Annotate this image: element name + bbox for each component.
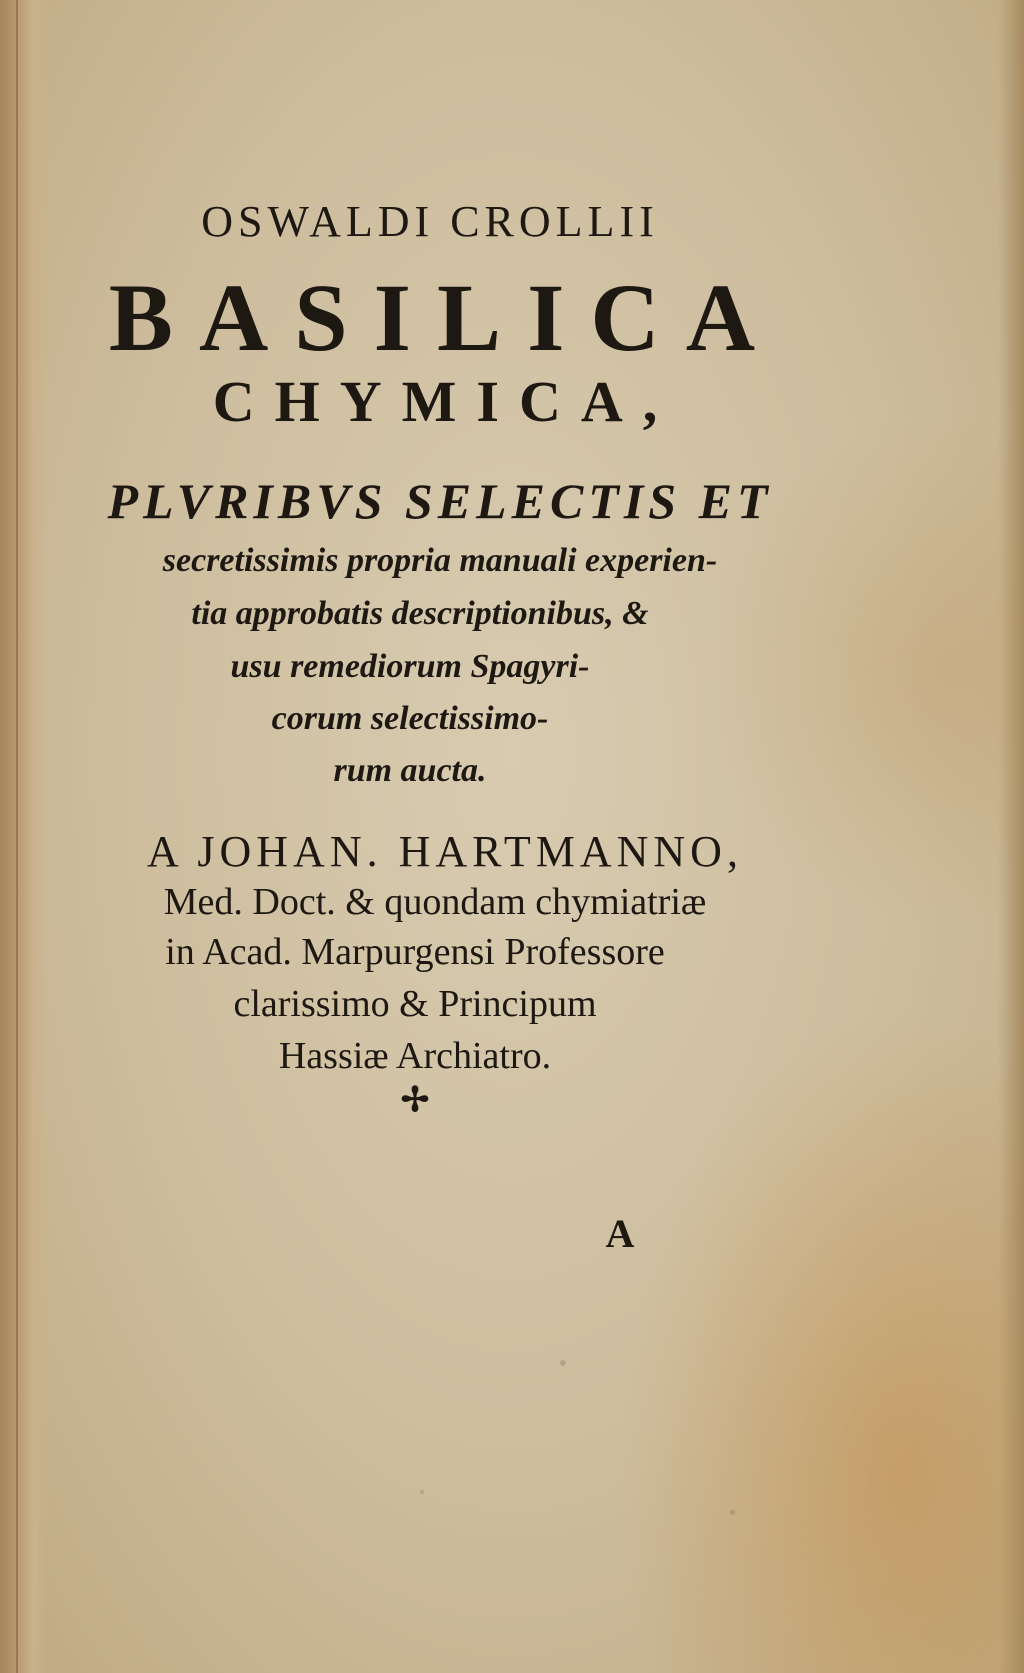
title-phrase: PLVRIBVS SELECTIS ET [107,473,773,529]
catchword: A [605,1211,635,1256]
italic-line: usu remediorum Spagyri- [230,648,590,685]
printer-ornament: ✢ [400,1082,430,1119]
editor-credential-line: Med. Doct. & quondam chymiatriæ [163,881,707,923]
page-right-edge [998,0,1024,1673]
paper-spot [420,1490,424,1494]
italic-line: rum aucta. [333,752,487,789]
italic-line: corum selectissimo- [271,700,549,737]
author-line: OSWALDI CROLLII [201,197,659,246]
main-title: BASILICA [108,264,782,371]
paper-spot [560,1360,566,1366]
italic-line: tia approbatis descriptionibus, & [191,595,649,632]
editor-credential-line: in Acad. Marpurgensi Professore [165,931,665,973]
editor-credential-line: Hassiæ Archiatro. [278,1035,552,1077]
gutter-edge-line [16,0,18,1673]
italic-line: secretissimis propria manuali experien- [162,542,718,579]
paper-spot [730,1510,735,1515]
editor-credential-line: clarissimo & Principum [233,983,597,1025]
sub-title: CHYMICA, [212,369,678,434]
editor-name: A JOHAN. HARTMANNO, [147,827,743,876]
